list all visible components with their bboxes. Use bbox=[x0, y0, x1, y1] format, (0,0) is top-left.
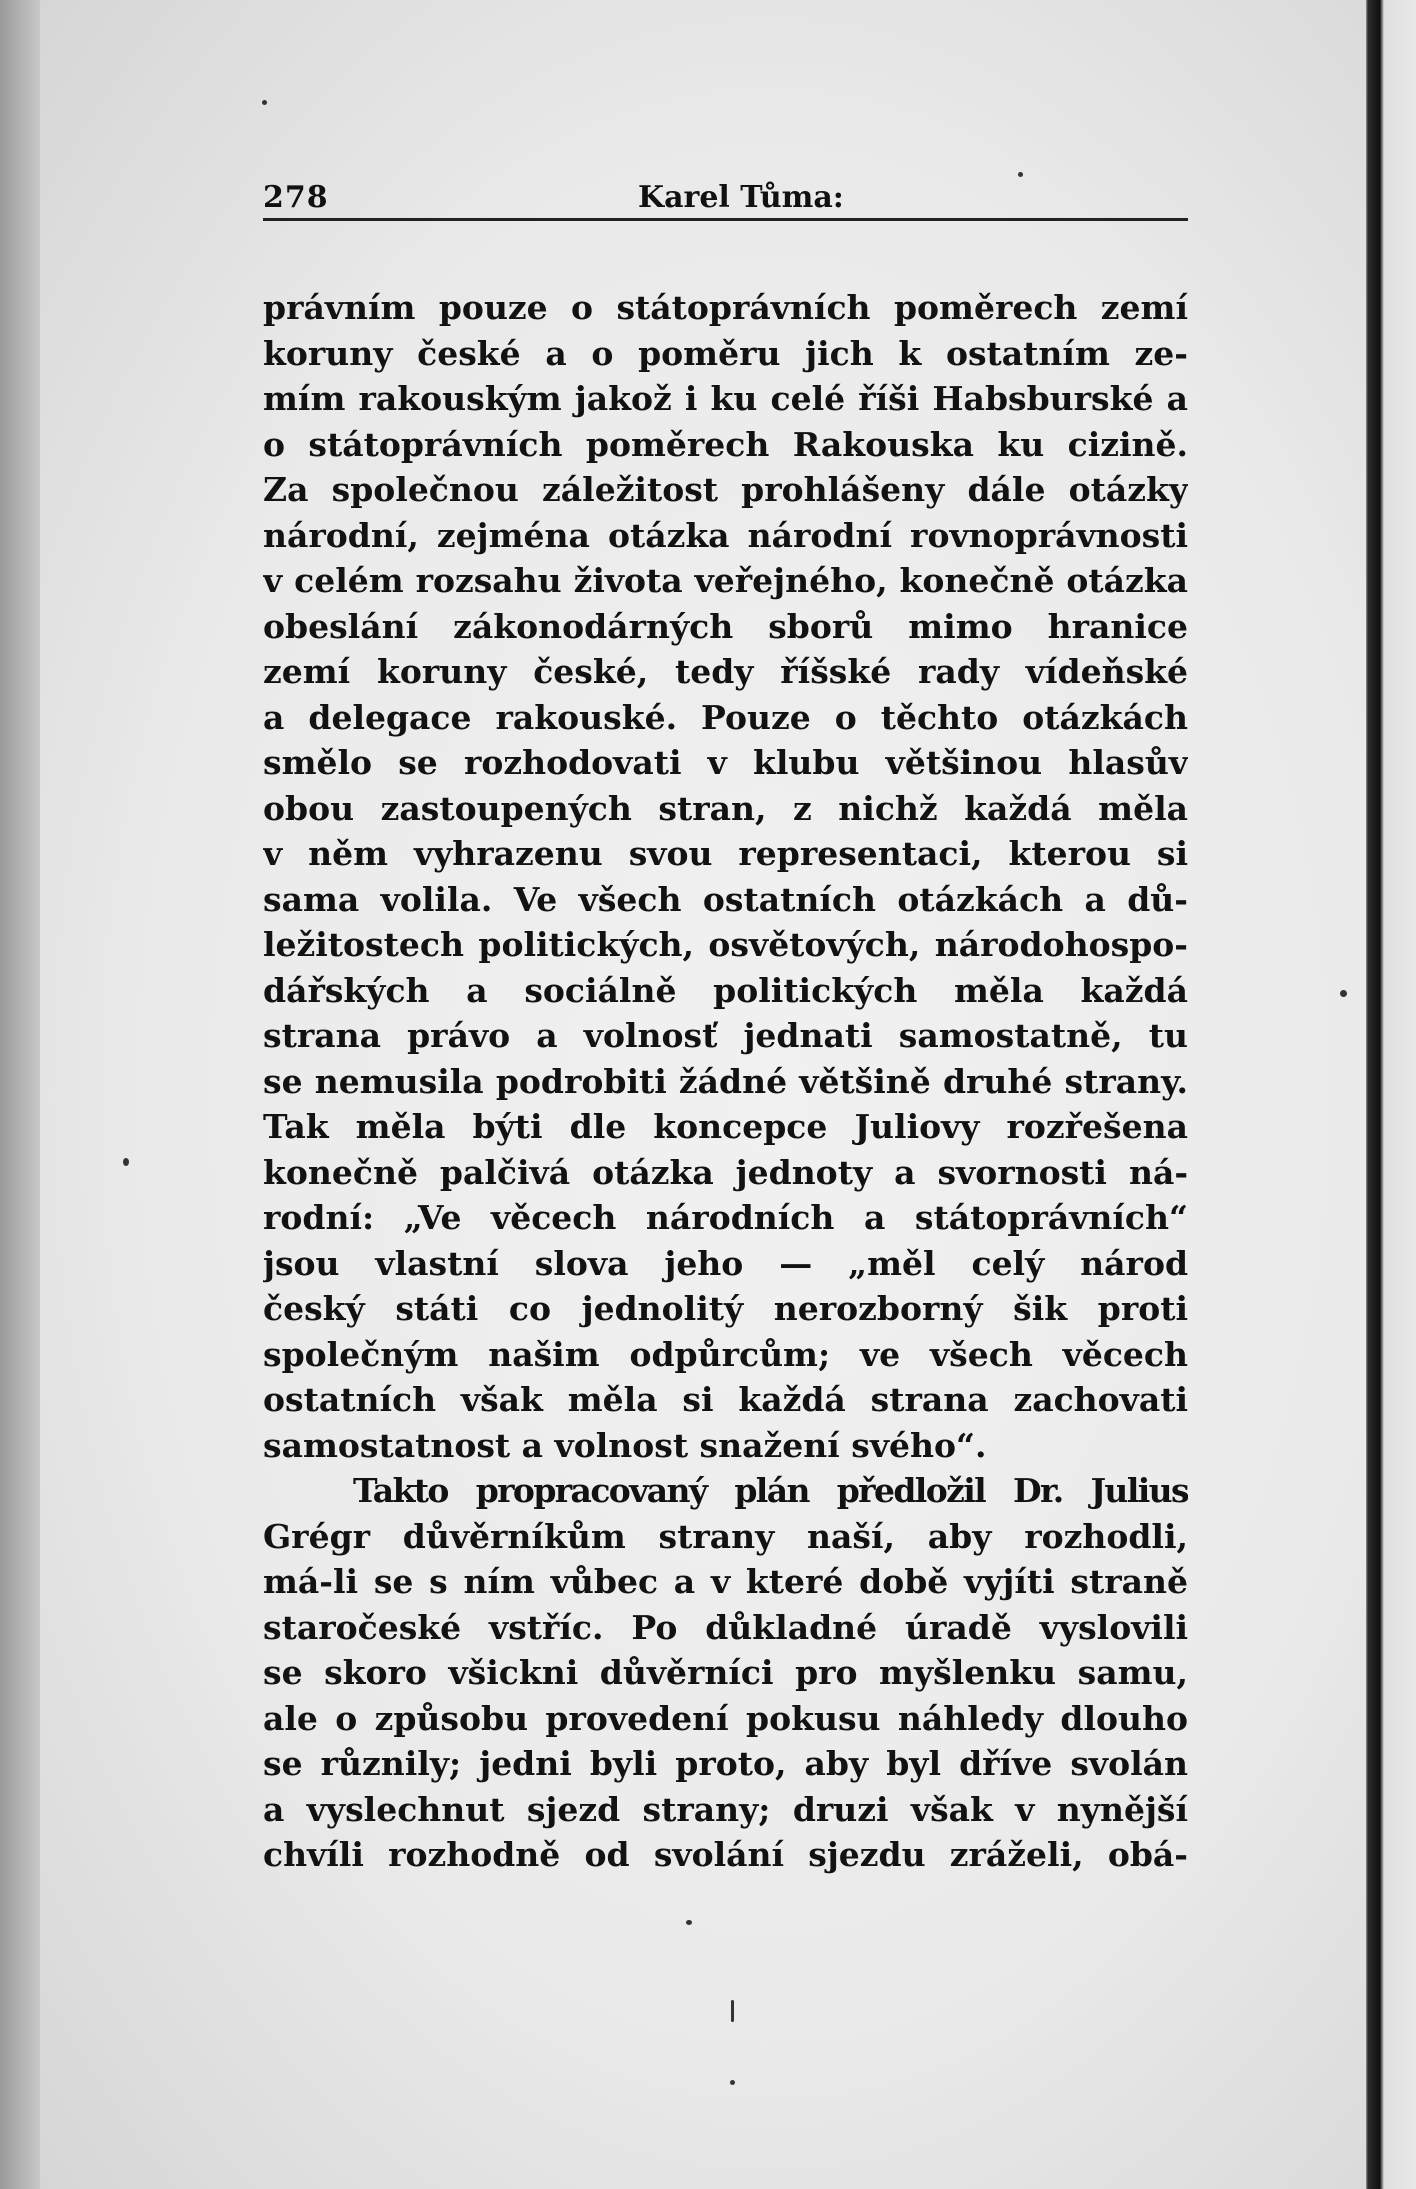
paragraph-2 bbox=[263, 1468, 1188, 1878]
scan-speck bbox=[262, 100, 267, 105]
text-line: se nemusila podrobiti žádné většině druhé strany. bbox=[263, 1061, 1188, 1101]
text-line: a delegace rakouské. Pouze o těchto otázkách bbox=[263, 697, 1188, 737]
scan-speck bbox=[1340, 990, 1347, 997]
text-line: ostatních však měla si každá strana zachovati bbox=[263, 1380, 1188, 1419]
text-line: se různily; jedni byli proto, aby byl dříve svolán bbox=[263, 1744, 1188, 1783]
text-line: sama volila. Ve všech ostatních otázkách a dů- bbox=[263, 879, 1188, 919]
page-number: 278 bbox=[263, 180, 329, 215]
scan-speck bbox=[730, 2080, 735, 2085]
text-line: ale o způsobu provedení pokusu náhledy dlouho bbox=[263, 1698, 1188, 1738]
text-line: se skoro všickni důvěrníci pro myšlenku samu, bbox=[263, 1653, 1188, 1692]
text-line: a vyslechnut sjezd strany; druzi však v nynější bbox=[263, 1789, 1188, 1829]
running-head: Karel Tůma: bbox=[638, 180, 844, 215]
text-line: Takto propracovaný plán předložil Dr. Julius bbox=[353, 1471, 1188, 1510]
text-line: národní, zejména otázka národní rovnoprávnosti bbox=[263, 515, 1188, 555]
text-line: obeslání zákonodárných sborů mimo hranice bbox=[263, 606, 1188, 646]
text-line: konečně palčivá otázka jednoty a svornosti ná- bbox=[263, 1152, 1188, 1192]
text-line: mím rakouským jakož i ku celé říši Habsburské a bbox=[263, 379, 1188, 418]
paragraph-1 bbox=[263, 285, 1188, 1468]
text-line: smělo se rozhodovati v klubu většinou hlasův bbox=[263, 743, 1188, 782]
text-line: Za společnou záležitost prohlášeny dále otázky bbox=[263, 470, 1188, 509]
text-line: chvíli rozhodně od svolání sjezdu zráželi, obá- bbox=[263, 1835, 1188, 1874]
text-line: jsou vlastní slova jeho — „měl celý národ bbox=[263, 1243, 1188, 1283]
text-line: má-li se s ním vůbec a v které době vyjíti straně bbox=[263, 1562, 1188, 1601]
text-line: Grégr důvěrníkům strany naší, aby rozhodli, bbox=[263, 1516, 1188, 1556]
text-line: koruny české a o poměru jich k ostatním ze- bbox=[263, 333, 1188, 373]
text-line: ležitostech politických, osvětových, národohospo- bbox=[263, 925, 1188, 964]
text-line: o státoprávních poměrech Rakouska ku cizině. bbox=[263, 424, 1188, 464]
text-line: Tak měla býti dle koncepce Juliovy rozřešena bbox=[263, 1107, 1188, 1146]
text-line: zemí koruny české, tedy říšské rady vídeňské bbox=[263, 652, 1188, 691]
text-line: obou zastoupených stran, z nichž každá měla bbox=[263, 788, 1188, 828]
text-line: společným našim odpůrcům; ve všech věcech bbox=[263, 1334, 1188, 1374]
page-header bbox=[263, 172, 1188, 221]
text-line: rodní: „Ve věcech národních a státoprávních“ bbox=[263, 1198, 1188, 1237]
scan-speck bbox=[686, 1920, 692, 1925]
body-text bbox=[263, 285, 1188, 1878]
scan-speck bbox=[123, 1158, 129, 1166]
text-line: v celém rozsahu života veřejného, konečně otázka bbox=[263, 561, 1188, 600]
text-line: staročeské vstříc. Po důkladné úradě vyslovili bbox=[263, 1607, 1188, 1647]
text-line: v něm vyhrazenu svou representaci, kterou si bbox=[263, 834, 1188, 873]
text-line: samostatnost a volnost snažení svého“. bbox=[263, 1425, 987, 1465]
text-line: český státi co jednolitý nerozborný šik proti bbox=[263, 1289, 1188, 1328]
text-line: právním pouze o státoprávních poměrech zemí bbox=[263, 288, 1188, 327]
text-line: strana právo a volnosť jednati samostatně, tu bbox=[263, 1016, 1188, 1055]
text-line: dářských a sociálně politických měla každá bbox=[263, 970, 1188, 1010]
scan-speck bbox=[731, 2000, 734, 2022]
